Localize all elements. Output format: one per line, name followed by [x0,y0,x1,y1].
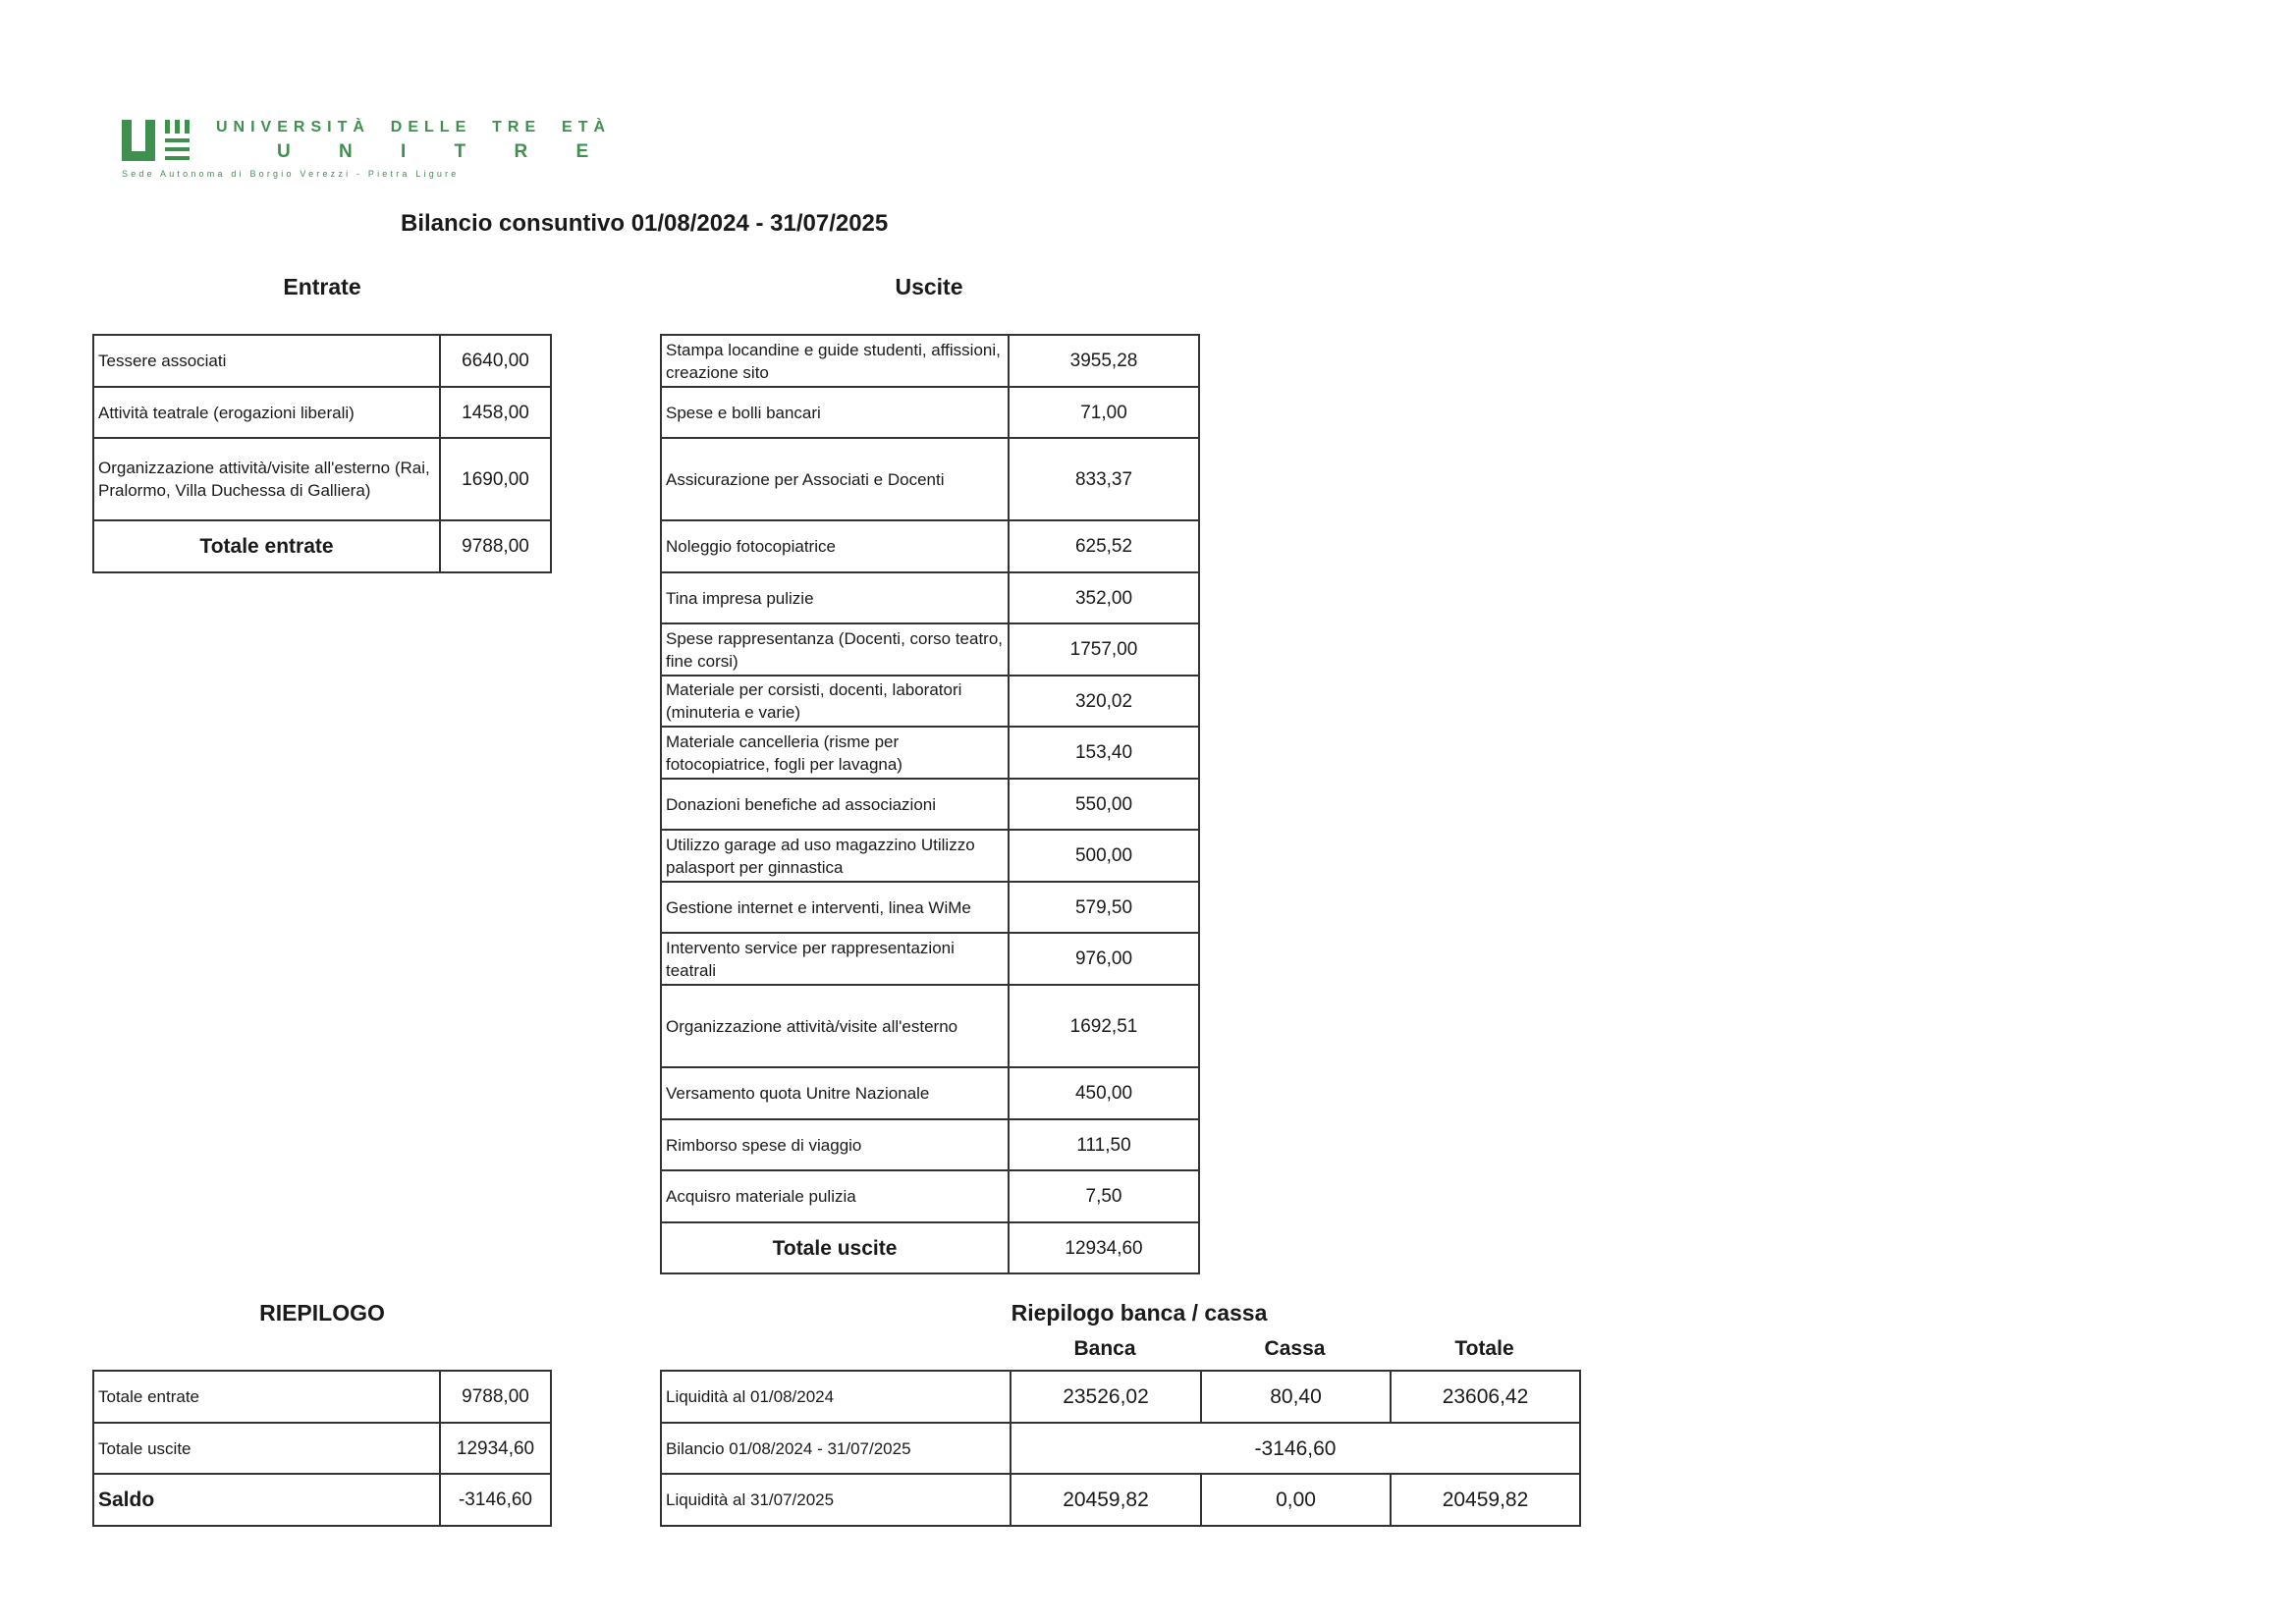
uscite-value: 976,00 [1009,933,1199,985]
riepilogo-saldo-label: Saldo [93,1474,440,1526]
uscite-value: 320,02 [1009,676,1199,727]
uscite-value: 352,00 [1009,572,1199,623]
uscite-label: Stampa locandine e guide studenti, affissioni, creazione sito [661,335,1009,387]
banca-cassa-label: Bilancio 01/08/2024 - 31/07/2025 [661,1423,1011,1474]
riepilogo-table [92,1370,552,1527]
uscite-value: 7,50 [1009,1170,1199,1222]
uscite-total-label: Totale uscite [661,1222,1009,1273]
table-row [93,387,551,438]
entrate-table [92,334,552,573]
uscite-label: Intervento service per rappresentazioni teatrali [661,933,1009,985]
banca-cassa-label: Liquidità al 31/07/2025 [661,1474,1011,1526]
uscite-value: 111,50 [1009,1119,1199,1170]
riepilogo-value: 12934,60 [440,1423,551,1474]
uscite-value: 579,50 [1009,882,1199,933]
totale-value: 23606,42 [1391,1371,1580,1423]
uscite-label: Gestione internet e interventi, linea WiMe [661,882,1009,933]
riepilogo-heading: RIEPILOGO [259,1300,385,1326]
table-row [661,985,1199,1067]
table-row [661,676,1199,727]
uscite-value: 153,40 [1009,727,1199,779]
uscite-value: 71,00 [1009,387,1199,438]
uscite-value: 625,52 [1009,520,1199,572]
uscite-label: Versamento quota Unitre Nazionale [661,1067,1009,1119]
banca-value: 23526,02 [1011,1371,1201,1423]
table-row [661,623,1199,676]
totale-value: 20459,82 [1391,1474,1580,1526]
table-row [661,882,1199,933]
entrate-value: 1458,00 [440,387,551,438]
entrate-total-label: Totale entrate [93,520,440,572]
table-row [661,933,1199,985]
uscite-label: Utilizzo garage ad uso magazzino Utilizzo palasport per ginnastica [661,830,1009,882]
table-row [93,438,551,520]
uscite-label: Tina impresa pulizie [661,572,1009,623]
table-row [93,520,551,572]
uscite-value: 450,00 [1009,1067,1199,1119]
uscite-label: Organizzazione attività/visite all'esterno [661,985,1009,1067]
uscite-value: 500,00 [1009,830,1199,882]
table-row [661,727,1199,779]
riepilogo-saldo-value: -3146,60 [440,1474,551,1526]
banca-cassa-label: Liquidità al 01/08/2024 [661,1371,1011,1423]
table-row [661,438,1199,520]
entrate-value: 6640,00 [440,335,551,387]
table-row [93,1474,551,1526]
logo-line-3: Sede Autonoma di Borgio Verezzi - Pietra Ligure [122,169,460,179]
table-row [661,1119,1199,1170]
entrate-value: 1690,00 [440,438,551,520]
uscite-label: Donazioni benefiche ad associazioni [661,779,1009,830]
uscite-value: 550,00 [1009,779,1199,830]
uscite-label: Rimborso spese di viaggio [661,1119,1009,1170]
page-title: Bilancio consuntivo 01/08/2024 - 31/07/2025 [401,210,889,237]
col-banca-header: Banca [1073,1337,1136,1360]
table-row [661,1170,1199,1222]
cassa-value: 0,00 [1201,1474,1391,1526]
uscite-value: 3955,28 [1009,335,1199,387]
uscite-label: Noleggio fotocopiatrice [661,520,1009,572]
uscite-label: Materiale cancelleria (risme per fotocopiatrice, fogli per lavagna) [661,727,1009,779]
entrate-label: Tessere associati [93,335,440,387]
uscite-table [660,334,1200,1274]
unitre-logo-mark [122,118,195,163]
riepilogo-label: Totale entrate [93,1371,440,1423]
banca-cassa-table [660,1370,1581,1527]
table-row [661,779,1199,830]
banca-cassa-heading: Riepilogo banca / cassa [1011,1300,1268,1326]
table-row [661,387,1199,438]
table-row [661,1371,1580,1423]
table-row [661,572,1199,623]
entrate-label: Attività teatrale (erogazioni liberali) [93,387,440,438]
table-row [661,1423,1580,1474]
uscite-total-value: 12934,60 [1009,1222,1199,1273]
col-cassa-header: Cassa [1264,1337,1326,1360]
table-row [661,520,1199,572]
logo-line-1: UNIVERSITÀ DELLE TRE ETÀ [216,119,612,135]
uscite-value: 1757,00 [1009,623,1199,676]
table-row [93,335,551,387]
entrate-label: Organizzazione attività/visite all'esterno (Rai, Pralormo, Villa Duchessa di Galliera) [93,438,440,520]
uscite-label: Spese rappresentanza (Docenti, corso teatro, fine corsi) [661,623,1009,676]
uscite-value: 1692,51 [1009,985,1199,1067]
table-row [661,1222,1199,1273]
riepilogo-label: Totale uscite [93,1423,440,1474]
entrate-total-value: 9788,00 [440,520,551,572]
table-row [661,1474,1580,1526]
table-row [93,1423,551,1474]
banca-value: 20459,82 [1011,1474,1201,1526]
riepilogo-value: 9788,00 [440,1371,551,1423]
uscite-label: Materiale per corsisti, docenti, laboratori (minuteria e varie) [661,676,1009,727]
uscite-label: Acquisro materiale pulizia [661,1170,1009,1222]
uscite-value: 833,37 [1009,438,1199,520]
uscite-heading: Uscite [895,274,963,299]
uscite-label: Spese e bolli bancari [661,387,1009,438]
uscite-label: Assicurazione per Associati e Docenti [661,438,1009,520]
table-row [661,335,1199,387]
bilancio-value: -3146,60 [1011,1423,1580,1474]
col-totale-header: Totale [1454,1337,1514,1360]
entrate-heading: Entrate [283,274,361,299]
cassa-value: 80,40 [1201,1371,1391,1423]
logo-line-2: U N I T R E [277,141,611,162]
table-row [661,830,1199,882]
table-row [661,1067,1199,1119]
table-row [93,1371,551,1423]
